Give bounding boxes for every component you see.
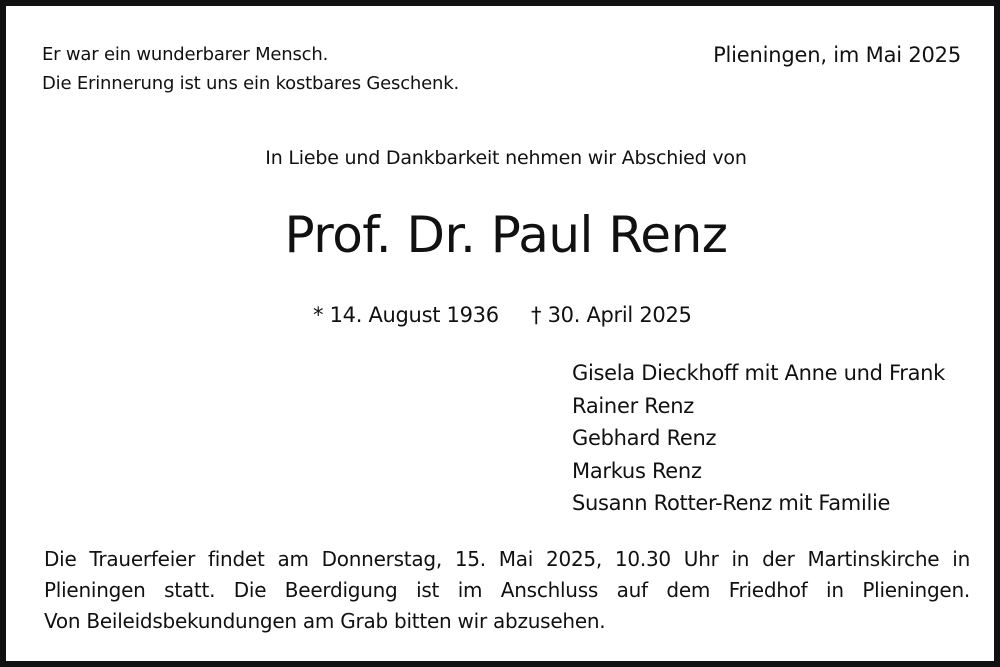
mourner-entry: Gisela Dieckhoff mit Anne und Frank: [572, 361, 946, 385]
mourner-entry: Gebhard Renz: [572, 426, 717, 450]
farewell-intro: In Liebe und Dankbarkeit nehmen wir Abschied von: [265, 147, 747, 169]
deceased-name: Prof. Dr. Paul Renz: [284, 206, 728, 264]
place-and-date: Plieningen, im Mai 2025: [713, 43, 961, 67]
mourner-entry: Rainer Renz: [572, 393, 694, 418]
service-line-2: Plieningen statt. Die Beerdigung ist im Anschluss auf dem Friedhof in Plieningen.: [44, 578, 970, 602]
service-line-3: Von Beileidsbekundungen am Grab bitten wir abzusehen.: [44, 609, 606, 633]
quote-line-1: Er war ein wunderbarer Mensch.: [42, 44, 329, 65]
death-date: † 30. April 2025: [531, 303, 692, 327]
funeral-service-info: [44, 544, 970, 637]
mourners-list: [572, 357, 945, 520]
mourner-entry: Markus Renz: [572, 458, 702, 483]
quote-line-2: Die Erinnerung ist uns ein kostbares Geschenk.: [42, 73, 459, 94]
birth-date: * 14. August 1936: [313, 303, 499, 327]
service-line-1: Die Trauerfeier findet am Donnerstag, 15. Mai 2025, 10.30 Uhr in der Martinskirche in: [44, 547, 970, 571]
mourner-entry: Susann Rotter-Renz mit Familie: [572, 491, 891, 515]
memorial-quote: [42, 40, 459, 98]
